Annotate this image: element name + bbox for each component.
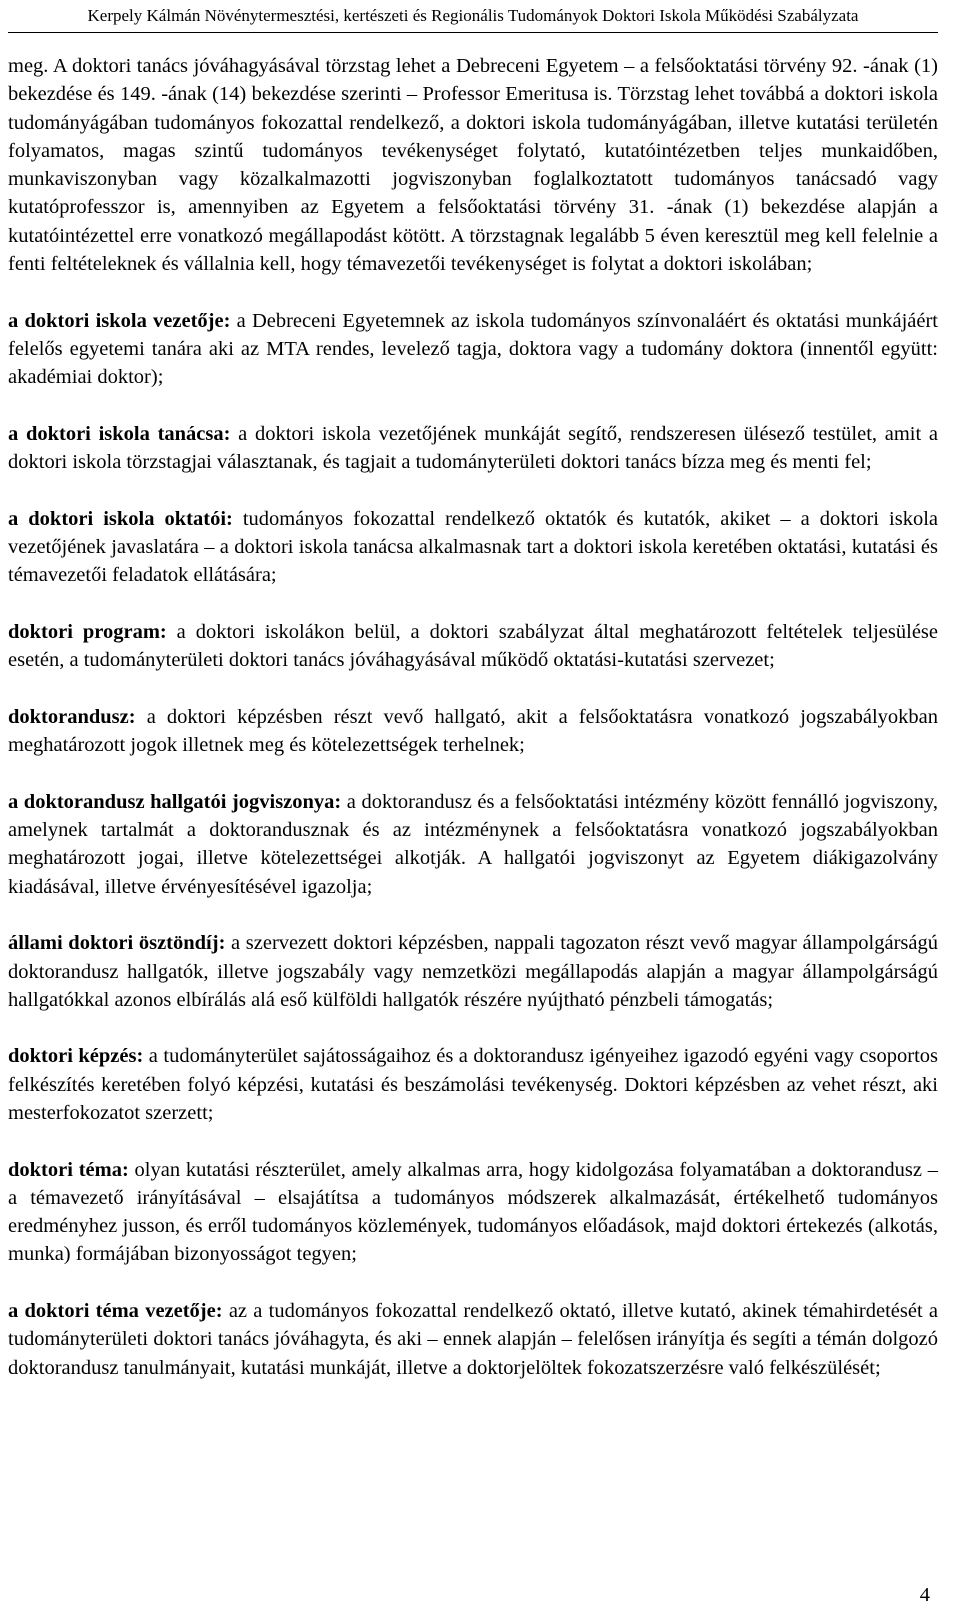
- definition-doktori-tema: [8, 1156, 938, 1269]
- definition-text: olyan kutatási részterület, amely alkalmas arra, hogy kidolgozása folyamatában a doktorandusz – a témavezető irányításával – elsajátítsa a tudományos módszerek alkalmazását, értékelhető tudományos eredményhez jusson, és erről tudományos közlemények, tudományos előadások, majd doktori értekezés (alkotás, munka) formájában bizonyosságot tegyen;: [8, 1158, 938, 1266]
- definition-term: a doktori téma vezetője:: [8, 1300, 223, 1323]
- definition-text: meg. A doktori tanács jóváhagyásával törzstag lehet a Debreceni Egyetem – a felsőoktatási törvény 92. -ának (1) bekezdése és 149. -ának (14) bekezdése szerinti – Professor Emeritusa is. Törzstag lehet továbbá a doktori iskola tudományágában tudományos fokozattal rendelkező, a doktori iskola tudományágában, illetve kutatási területén folyamatos, magas szintű tudományos tevékenységet folytató, kutatóintézetben teljes munkaidőben, munkaviszonyban vagy közalkalmazotti jogviszonyban foglalkoztatott tudományos tanácsadó vagy kutatóprofesszor is, amennyiben az Egyetem a felsőoktatási törvény 31. -ának (1) bekezdése alapján a kutatóintézettel erre vonatkozó megállapodást kötött. A törzstagnak legalább 5 éven keresztül meg kell felelnie a fenti feltételeknek és vállalnia kell, hogy témavezetői tevékenységet is folytat a doktori iskolában;: [8, 55, 938, 276]
- definition-allami-osztondij: [8, 929, 938, 1014]
- definition-term: állami doktori ösztöndíj:: [8, 932, 226, 955]
- paragraph-torzstag-continuation: [8, 52, 938, 278]
- definition-text: a doktori iskola vezetőjének munkáját segítő, rendszeresen ülésező testület, amit a doktori iskola törzstagjai választanak, és tagjait a tudományterületi doktori tanács bízza meg és menti fel;: [8, 422, 938, 474]
- definition-term: a doktori iskola oktatói:: [8, 507, 233, 530]
- page-number: 4: [919, 1584, 930, 1606]
- definition-tema-vezetoje: [8, 1297, 938, 1382]
- definition-iskola-vezetoje: [8, 307, 938, 392]
- definition-term: a doktorandusz hallgatói jogviszonya:: [8, 790, 342, 813]
- document-body: [8, 52, 938, 1382]
- definition-term: doktori téma:: [8, 1158, 129, 1181]
- definition-text: a doktorandusz és a felsőoktatási intézmény között fennálló jogviszony, amelynek tartalmát a doktorandusznak és az intézménynek a felsőoktatásra vonatkozó jogszabályokban meghatározott jogai, illetve kötelezettségei alkotják. A hallgatói jogviszonyt az Egyetem diákigazolvány kiadásával, illetve érvényesítésével igazolja;: [8, 790, 938, 898]
- definition-text: tudományos fokozattal rendelkező oktatók és kutatók, akiket – a doktori iskola vezetőjének javaslatára – a doktori iskola tanácsa alkalmasnak tart a doktori iskola keretében oktatási, kutatási és témavezetői feladatok ellátására;: [8, 507, 938, 587]
- definition-doktori-program: [8, 618, 938, 675]
- definition-term: doktori képzés:: [8, 1045, 144, 1068]
- definition-term: a doktori iskola tanácsa:: [8, 422, 231, 445]
- definition-doktorandusz: [8, 703, 938, 760]
- definition-term: a doktori iskola vezetője:: [8, 309, 231, 332]
- definition-iskola-tanacsa: [8, 420, 938, 477]
- definition-iskola-oktatoi: [8, 505, 938, 590]
- definition-doktori-kepzes: [8, 1042, 938, 1127]
- definition-text: a Debreceni Egyetemnek az iskola tudományos színvonaláért és oktatási munkájáért felelős egyetemi tanára aki az MTA rendes, levelező tagja, doktora vagy a tudomány doktora (innentől együtt: akadémiai doktor);: [8, 309, 938, 389]
- definition-term: doktori program:: [8, 620, 167, 643]
- definition-hallgatoi-jogviszony: [8, 788, 938, 901]
- running-header: Kerpely Kálmán Növénytermesztési, kertészeti és Regionális Tudományok Doktori Iskola Működési Szabályzata: [8, 6, 938, 33]
- definition-text: a doktori iskolákon belül, a doktori szabályzat által meghatározott feltételek teljesülése esetén, a tudományterületi doktori tanács jóváhagyásával működő oktatási-kutatási szervezet;: [8, 620, 938, 672]
- definition-text: a szervezett doktori képzésben, nappali tagozaton részt vevő magyar állampolgárságú doktorandusz hallgatók, illetve jogszabály vagy nemzetközi megállapodás alapján a magyar állampolgárságú hallgatókkal azonos elbírálás alá eső külföldi hallgatók részére nyújtható pénzbeli támogatás;: [8, 932, 938, 1011]
- definition-text: a doktori képzésben részt vevő hallgató, akit a felsőoktatásra vonatkozó jogszabályokban meghatározott jogok illetnek meg és kötelezettségek terhelnek;: [8, 705, 938, 757]
- definition-term: doktorandusz:: [8, 705, 136, 728]
- definition-text: a tudományterület sajátosságaihoz és a doktorandusz igényeihez igazodó egyéni vagy csoportos felkészítés keretében folyó képzési, kutatási és beszámolási tevékenység. Doktori képzésben az vehet részt, aki mesterfokozatot szerzett;: [8, 1045, 938, 1124]
- definition-text: az a tudományos fokozattal rendelkező oktató, illetve kutató, akinek témahirdetését a tudományterületi doktori tanács jóváhagyta, és aki – ennek alapján – felelősen irányítja és segíti a témán dolgozó doktorandusz tanulmányait, kutatási munkáját, illetve a doktorjelöltek fokozatszerzésre való felkészülését;: [8, 1300, 938, 1379]
